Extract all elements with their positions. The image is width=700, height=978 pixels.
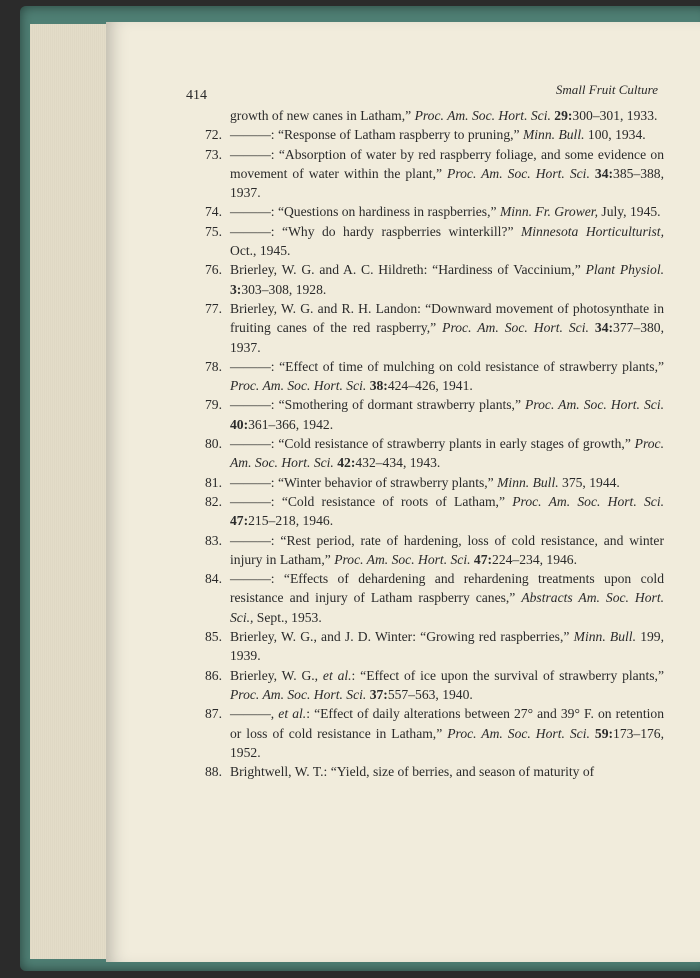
reference-entry <box>194 531 664 570</box>
reference-entry <box>194 357 664 396</box>
reference-segment: ———: “Questions on hardiness in raspberries,” <box>230 204 500 220</box>
reference-entry <box>194 260 664 299</box>
reference-segment: ———, <box>230 706 279 722</box>
reference-text <box>230 301 664 355</box>
reference-number: 73. <box>205 146 222 162</box>
reference-entry <box>194 125 664 144</box>
reference-text <box>230 668 664 702</box>
reference-segment: Sept., 1953. <box>253 609 322 625</box>
reference-segment: ———: “Effects of dehardening and rehardening treatments upon cold resistance and injury of Latham raspberry canes,” <box>230 571 664 606</box>
reference-segment: 432–434, 1943. <box>355 455 441 471</box>
page-number: 414 <box>186 88 207 103</box>
reference-text <box>230 127 646 142</box>
reference-segment: Brierley, W. G. and A. C. Hildreth: “Hardiness of Vaccinium,” <box>230 262 586 278</box>
reference-segment: Oct., 1945. <box>230 243 291 259</box>
page-edges <box>30 24 111 959</box>
journal-title: Minn. Bull. <box>497 474 559 490</box>
reference-number: 78. <box>205 358 222 374</box>
reference-number: 77. <box>205 300 222 316</box>
reference-number: 79. <box>205 397 222 413</box>
reference-entry <box>194 299 664 357</box>
reference-entry <box>194 762 664 781</box>
reference-entry <box>194 666 664 705</box>
journal-title: et al. <box>322 667 352 683</box>
reference-segment: ———: “Cold resistance of roots of Latham,” <box>230 493 513 509</box>
reference-segment: ———: “Smothering of dormant strawberry plants,” <box>230 397 526 413</box>
journal-title: Proc. Am. Soc. Hort. Sci. <box>230 378 367 394</box>
reference-entry <box>194 434 664 473</box>
reference-text <box>230 262 664 296</box>
reference-segment: 361–366, 1942. <box>248 416 334 432</box>
volume-number: 40: <box>230 416 249 432</box>
reference-text <box>230 475 620 490</box>
volume-number: 47: <box>473 551 493 567</box>
reference-number: 85. <box>205 629 222 645</box>
reference-segment: 385–388, 1937. <box>230 165 664 201</box>
reference-number: 84. <box>205 571 222 587</box>
reference-segment: 303–308, 1928. <box>241 281 327 297</box>
reference-segment: ———: “Winter behavior of strawberry plants,” <box>230 474 498 490</box>
reference-number: 87. <box>205 706 222 722</box>
reference-segment: : “Effect of daily alterations between 27° and 39° F. on retention or loss of cold resistance in Latham,” <box>230 706 664 741</box>
reference-number: 74. <box>205 204 222 220</box>
reference-text <box>230 494 664 528</box>
reference-text <box>230 436 664 470</box>
volume-number: 37: <box>369 686 388 702</box>
reference-entry <box>194 627 664 666</box>
journal-title: Minnesota Horticulturist, <box>520 223 664 239</box>
reference-entry <box>194 395 664 434</box>
reference-text <box>230 108 657 123</box>
reference-segment: 199, 1939. <box>230 629 665 664</box>
volume-number: 3: <box>230 281 242 297</box>
reference-entry <box>194 202 664 221</box>
reference-text <box>230 706 664 760</box>
reference-segment: Brierley, W. G., and J. D. Winter: “Growing red raspberries,” <box>230 629 574 645</box>
reference-segment: 224–234, 1946. <box>492 551 577 567</box>
reference-entry <box>194 704 664 762</box>
volume-number: 34: <box>594 320 614 336</box>
reference-number: 72. <box>205 127 222 143</box>
journal-title: Minn. Fr. Grower, <box>499 204 598 220</box>
journal-title: Plant Physiol. <box>585 262 664 278</box>
reference-segment: 300–301, 1933. <box>572 108 658 123</box>
reference-entry <box>194 473 664 492</box>
journal-title: Proc. Am. Soc. Hort. Sci. <box>512 493 665 509</box>
reference-segment: Brierley, W. G. and R. H. Landon: “Downward movement of photosynthate in fruiting canes of the red raspberry,” <box>230 300 664 336</box>
reference-entry <box>194 569 664 627</box>
running-head: Small Fruit Culture <box>555 82 658 97</box>
reference-entry <box>194 106 664 125</box>
journal-title: et al. <box>278 706 307 722</box>
reference-segment: Brightwell, W. T.: “Yield, size of berries, and season of maturity of <box>230 764 595 780</box>
journal-title: Minn. Bull. <box>522 127 585 143</box>
reference-text <box>230 571 664 625</box>
volume-number: 59: <box>594 725 614 741</box>
journal-title: Proc. Am. Soc. Hort. Sci. <box>447 725 590 741</box>
reference-text <box>230 224 664 258</box>
reference-number: 86. <box>205 667 222 683</box>
reference-number: 80. <box>205 436 222 452</box>
reference-segment: ———: “Cold resistance of strawberry plants in early stages of growth,” <box>230 436 635 452</box>
journal-title: Proc. Am. Soc. Hort. Sci. <box>230 686 367 702</box>
reference-text <box>230 359 664 393</box>
reference-segment: 424–426, 1941. <box>387 378 473 394</box>
reference-segment: 375, 1944. <box>558 474 620 490</box>
reference-number: 76. <box>205 262 222 278</box>
volume-number: 47: <box>230 513 249 529</box>
reference-text <box>230 629 664 663</box>
reference-text <box>230 147 664 201</box>
reference-number: 83. <box>205 532 222 548</box>
reference-segment: 173–176, 1952. <box>230 725 664 760</box>
reference-text <box>230 397 664 431</box>
reference-entry <box>194 222 664 261</box>
reference-entry <box>194 492 664 531</box>
reference-segment: ———: “Why do hardy raspberries winterkill?” <box>230 223 521 239</box>
reference-segment: Brierley, W. G., <box>230 667 323 683</box>
reference-segment: 377–380, 1937. <box>230 320 664 355</box>
journal-title: Minn. Bull. <box>573 629 636 645</box>
journal-title: Proc. Am. Soc. Hort. Sci. <box>414 108 551 123</box>
journal-title: Proc. Am. Soc. Hort. Sci. <box>442 320 589 336</box>
reference-segment: 557–563, 1940. <box>387 686 473 702</box>
reference-segment: July, 1945. <box>598 204 661 220</box>
journal-title: Proc. Am. Soc. Hort. Sci. <box>230 436 664 471</box>
reference-number: 82. <box>205 493 222 509</box>
journal-title: Abstracts Am. Soc. Hort. Sci., <box>230 590 664 625</box>
reference-segment: growth of new canes in Latham,” <box>230 108 415 123</box>
volume-number: 29: <box>554 108 573 123</box>
reference-number: 81. <box>205 474 222 490</box>
reference-segment: 100, 1934. <box>584 127 646 143</box>
journal-title: Proc. Am. Soc. Hort. Sci. <box>447 165 590 181</box>
journal-title: Proc. Am. Soc. Hort. Sci. <box>525 397 664 413</box>
reference-text <box>230 204 661 219</box>
reference-segment: ———: “Response of Latham raspberry to pruning,” <box>230 127 523 143</box>
volume-number: 42: <box>337 455 356 471</box>
book-page <box>106 22 700 962</box>
volume-number: 38: <box>369 378 388 394</box>
volume-number: 34: <box>594 165 614 181</box>
reference-number: 88. <box>205 764 222 780</box>
reference-segment: ———: “Effect of time of mulching on cold resistance of strawberry plants,” <box>230 358 664 374</box>
reference-segment: ———: “Rest period, rate of hardening, loss of cold resistance, and winter injury in Latham,” <box>230 532 664 567</box>
reference-segment: 215–218, 1946. <box>248 513 334 529</box>
reference-list <box>194 106 664 781</box>
reference-segment: ———: “Absorption of water by red raspberry foliage, and some evidence on movement of water within the plant,” <box>230 146 664 181</box>
reference-segment: : “Effect of ice upon the survival of strawberry plants,” <box>351 667 664 683</box>
reference-text <box>230 764 594 779</box>
reference-entry <box>194 145 664 203</box>
journal-title: Proc. Am. Soc. Hort. Sci. <box>334 551 471 567</box>
reference-text <box>230 533 664 567</box>
reference-number: 75. <box>205 223 222 239</box>
